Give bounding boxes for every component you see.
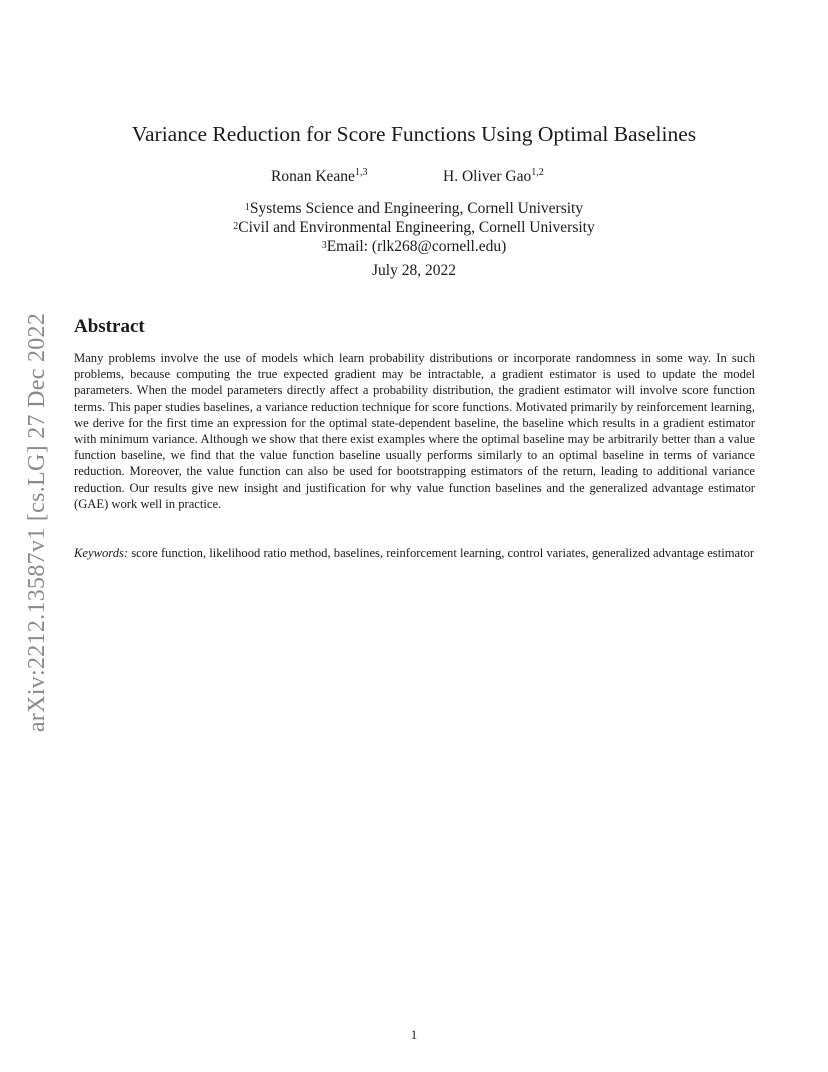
paper-date: July 28, 2022 (372, 262, 456, 279)
arxiv-identifier-stamp (18, 284, 58, 760)
paper-title: Variance Reduction for Score Functions Using Optimal Baselines (131, 122, 697, 146)
affiliation-3-mark: 3 (321, 240, 327, 251)
abstract-heading: Abstract (74, 316, 145, 337)
affiliation-2-text: Civil and Environmental Engineering, Cornell University (238, 219, 595, 236)
affiliation-3-email (0, 237, 828, 256)
affiliation-2-mark: 2 (233, 221, 239, 232)
author-1 (271, 168, 367, 186)
affiliation-1 (0, 199, 828, 218)
page-number: 1 (410, 1027, 418, 1042)
affiliation-3-text: Email: (rlk268@cornell.edu) (326, 238, 507, 255)
affiliation-list (0, 199, 828, 256)
keywords-text: score function, likelihood ratio method, baselines, reinforcement learning, control variates, generalized advantage estimator (131, 546, 755, 560)
author-2-name: H. Oliver Gao (443, 168, 532, 185)
abstract-body: Many problems involve the use of models which learn probability distributions or incorporate randomness in some way. In such problems, because computing the true expected gradient may be intractable, a gradient estimator is used to update the model parameters. When the model parameters directly affect a probability distribution, the gradient estimator will involve score function terms. This paper studies baselines, a variance reduction technique for score functions. Motivated primarily by reinforcement learning, we derive for the first time an expression for the optimal state-dependent baseline, the baseline which results in a gradient estimator with minimum variance. Although we show that there exist examples where the optimal baseline may be arbitrarily better than a value function baseline, we find that the value function baseline usually performs similarly to an optimal baseline in terms of variance reduction. Moreover, the value function can also be used for bootstrapping estimators of the return, leading to additional variance reduction. Our results give new insight and justification for why value function baselines and the generalized advantage estimator (GAE) work well in practice. (74, 351, 755, 511)
arxiv-identifier-text: arXiv:2212.13587v1 [cs.LG] 27 Dec 2022 (24, 312, 51, 732)
affiliation-1-text: Systems Science and Engineering, Cornell University (249, 200, 584, 217)
author-1-name: Ronan Keane (271, 168, 355, 185)
affiliation-2 (0, 218, 828, 237)
keywords-paragraph (74, 545, 755, 561)
author-2-affiliation-marks: 1,2 (531, 167, 544, 178)
author-2 (443, 168, 544, 186)
affiliation-1-mark: 1 (244, 202, 250, 213)
author-1-affiliation-marks: 1,3 (354, 167, 368, 178)
keywords-label: Keywords: (74, 546, 129, 560)
